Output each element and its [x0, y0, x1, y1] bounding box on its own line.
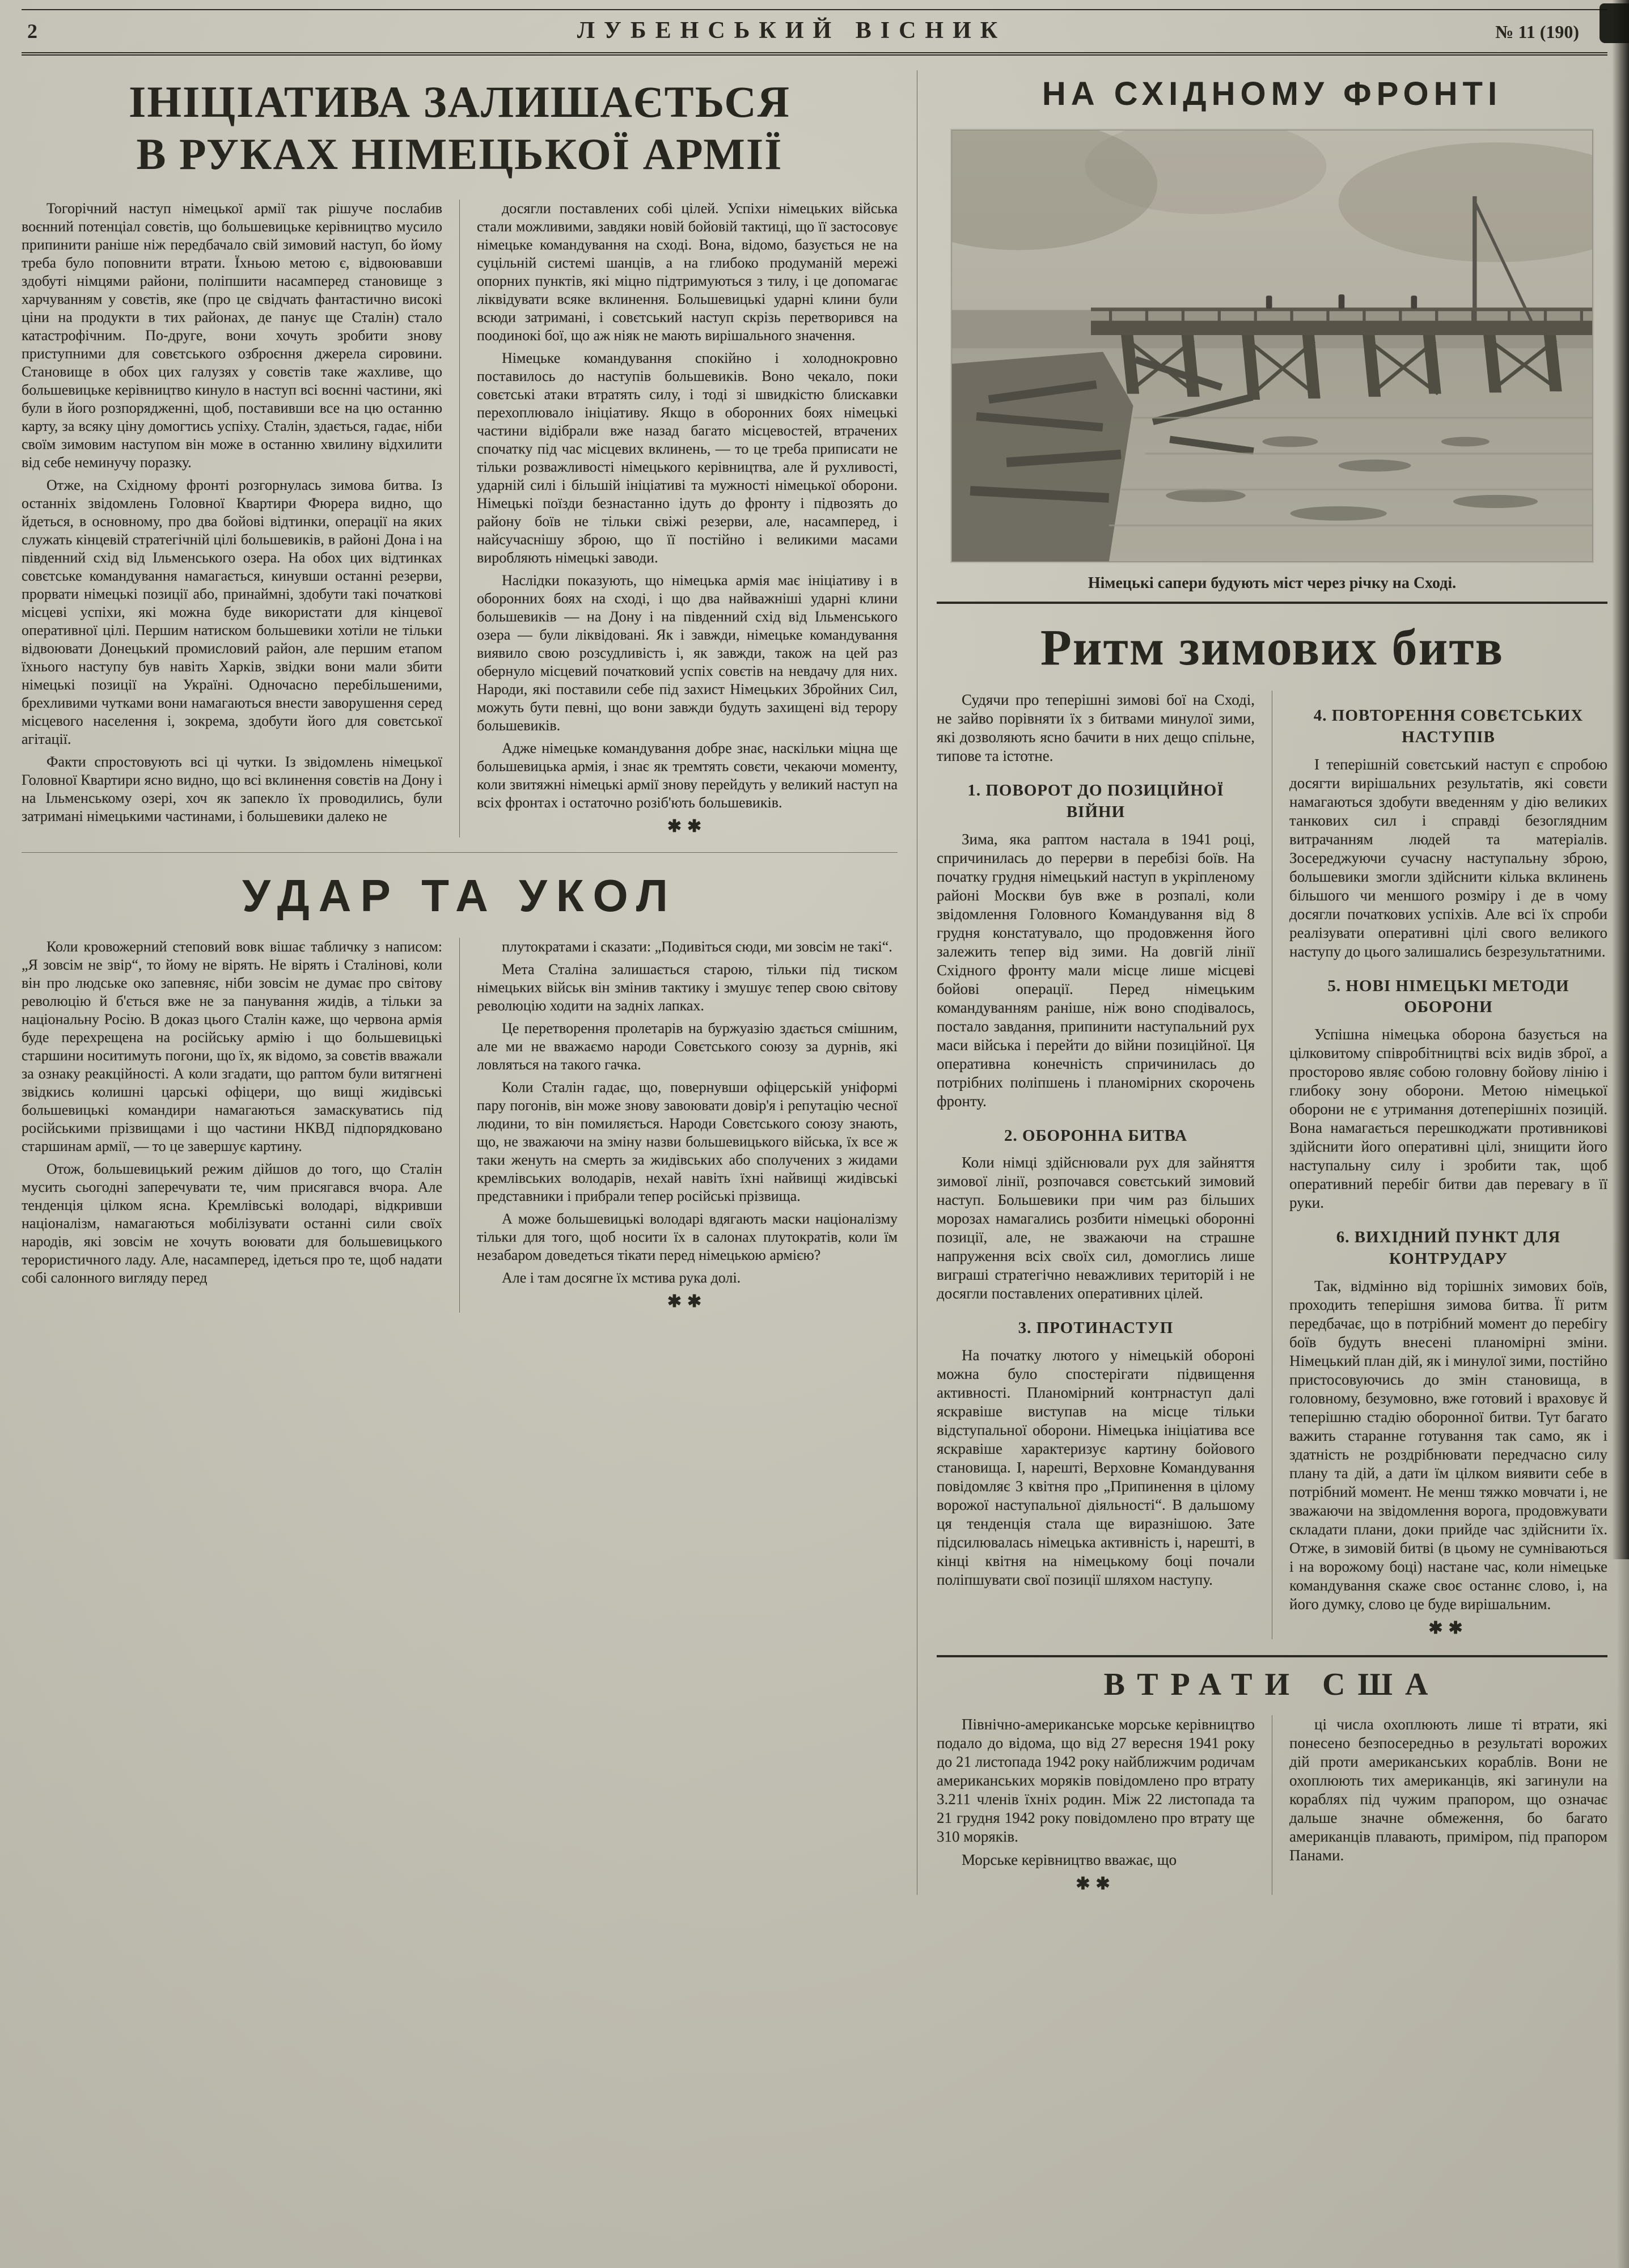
- usa-col2: [1272, 1715, 1607, 1895]
- paragraph: Наслідки показують, що німецька армія має ініціативу і в оборонних боях на сході, і що два найважніші ударні клини большевиків — на Дону і на південний схід від Ільменського озера — були ліквідовані. Як і завжди, німецьке командування виявило свою розсудливість і, як завжди, також на цей раз обернуло місцевий початковий успіх совєтів на невдачу для них. Народи, які поставили себе під захист Німецьких Збройних Сил, можуть бути певні, що вони завжди будуть захищені від терору большевиків.: [477, 572, 898, 734]
- end-mark: ✱✱: [1076, 1874, 1116, 1893]
- section-body-1: Зима, яка раптом настала в 1941 році, спричинилась до перерви в перебізі боїв. На початку грудня німецький наступ в укріпленому районі Москви був вже в розпалі, коли звідомлення Головного Командування від 8 грудня констатувало, що продовження його залежить тепер від зими. На довгій лінії Східного фронту мали місце лише місцеві бойові операції. Перед німецьким командуванням раніше, ніж воно сподівалось, постало завдання, припинити наступальний рух маси війська і перейти до війни позиційної. Ця оперативна конечність спричинилась до потрібних поліпшень і планомірних скорочень фронту.: [937, 830, 1255, 1110]
- udar-col1: [22, 938, 442, 1313]
- initiative-col2-paras: [477, 200, 898, 812]
- initiative-col2: [459, 200, 898, 837]
- eastern-front-headline: НА СХІДНОМУ ФРОНТІ: [1042, 75, 1503, 112]
- initiative-columns: [22, 200, 898, 837]
- initiative-col1: [22, 200, 442, 837]
- initiative-headline-line2: В РУКАХ НІМЕЦЬКОЇ АРМІЇ: [136, 129, 783, 179]
- paragraph: Мета Сталіна залишається старою, тільки під тиском німецьких військ він змінив тактику і змушує тепер свою світову революцію ходити на задніх лапках.: [477, 961, 898, 1014]
- article-udar: [22, 870, 898, 1313]
- paragraph: Але і там досягне їх мстива рука долі.: [502, 1270, 741, 1287]
- end-mark: ✱✱: [1428, 1618, 1469, 1637]
- paragraph: Отже, на Східному фронті розгорнулась зимова битва. Із останніх звідомлень Головної Квартири Фюрера видно, що йдеться, в основному, про два бойові відтинки, операції на яких служать кінцевій стратегічній цілі большевиків, в районі Дона і на південний схід від Ільменського озера. На обох цих відтинках совєтське командування намагається, кинувши останні резерви, прорвати німецькі позиції або, принаймні, здобути такі початкові місцеві успіхи, які можна буде використати для кінцевої оперативної цілі. Першим натиском большевики хотіли не тільки відвоювати Донецький промисловий район, але першим етапом їхнього наступу був навіть Харків, звідки вони мали збити німецькі позиції на Україні. Одночасно перебільшеними, брехливими чутками вони намагаються внести заворушення серед місцевого населення і, зокрема, здобути його для совєтської агітації.: [22, 477, 442, 748]
- rhythm-col2: [1272, 691, 1607, 1639]
- page-body: [22, 70, 1607, 1895]
- issue-number: № 11 (190): [1495, 22, 1579, 42]
- section-body-6: Так, відмінно від торішніх зимових боїв, проходить теперішня зимова битва. Її ритм передбачає, що в потрібний момент до перебігу боїв будуть внесені планомірні зміни. Німецький план дій, як і минулої зими, постійно пристосовуючись до змін становища, в головному, безумовно, вже готовий і враховує й теперішню стадію оборонної битви. Тут багато важить старанне готування так само, як і здатність не роздрібнювати передчасно силу плану та дій, а дати їм цілком виявити себе в потрібний момент. Не менш тяжко мовчати і, не зважаючи на звідомлення ворога, продовжувати складати плани, доки прийде час здійснити їх. Отже, в зимовій битві (в цьому не сумніваються і на ворожому боці) настане час, коли німецьке командування скаже своє останнє слово, і, на його думку, слово це буде вирішальним.: [1289, 1277, 1607, 1613]
- usa-columns: [937, 1715, 1607, 1895]
- rhythm-col1: [937, 691, 1255, 1639]
- bridge-photo-illustration: [952, 130, 1592, 561]
- initiative-headline-line1: ІНІЦІАТИВА ЗАЛИШАЄТЬСЯ: [128, 77, 790, 126]
- photo-caption: Німецькі сапери будують міст через річку на Сході.: [1088, 574, 1457, 592]
- divider-rule: [22, 852, 898, 853]
- section-heading-1: 1. ПОВОРОТ ДО ПОЗИЦІЙНОЇ ВІЙНИ: [967, 781, 1224, 822]
- usa-col1-paras: [937, 1715, 1255, 1869]
- section-heading-2: 2. ОБОРОННА БИТВА: [1004, 1126, 1188, 1145]
- article-initiative: [22, 76, 898, 837]
- paragraph: досягли поставлених собі цілей. Успіхи німецьких війська стали можливими, завдяки новій бойовій тактиці, що її застосовує німецьке командування на сході. Вона, відомо, базується не на суцільній системі шанців, а на глибоко продуманій мережі опорних пунктів, які міцно підтримуються з тилу, і це допомагає ліквідувати всяке вклинення. Большевицькі ударні клини були всюди затримані, і совєтський наступ скрізь перетворився на поодинокі бої, що аж ніяк не мають вирішального значення.: [477, 200, 898, 344]
- section-body-5: Успішна німецька оборона базується на цілковитому співробітництві всіх видів зброї, а просторово являє собою головну бойову лінію і глибоку зону оборони. Метою німецької оборони не є утримання дотеперішніх позицій. Вона намагається перешкоджати противникові здійснити його оперативні цілі, знищити його наступальну силу і зробити так, щоб оперативний перебіг битви дав перевагу в її руки.: [1289, 1026, 1607, 1212]
- scan-edge-fade: [1617, 1559, 1629, 2268]
- usa-top-rule: [937, 1655, 1607, 1657]
- paragraph: Німецьке командування спокійно і холоднокровно поставилось до наступів большевиків. Воно чекало, поки совєтські атаки втратять силу, і тоді зі швидкістю блискавки перехоплювало ініціативу. Якщо в оборонних боях німецькі частини відібрали вже назад багато місцевостей, втрачених спочатку під час місцевих вклинень, — то це треба приписати не тільки розважливості німецького керівництва, але й рухливості, ударній силі і більшій ініціативі та мужності німецької оборони. Німецькі поїзди безнастанно ідуть до фронту і підвозять до району боїв не тільки свіжі резерви, але, насамперед, і найсучаснішу зброю, що її постійно і великими масами виробляють німецькі заводи.: [477, 350, 898, 566]
- paragraph: Північно-американське морське керівництво подало до відома, що від 27 вересня 1941 року до 21 листопада 1942 року найближчим родичам американських моряків повідомлено про втрату 3.211 членів їхніх родин. Між 22 листопада та 21 грудня 1942 року повідомлено про втрату ще 310 моряків.: [937, 1715, 1255, 1845]
- masthead-title: ЛУБЕНСЬКИЙ ВІСНИК: [577, 18, 1007, 44]
- section-heading-6: 6. ВИХІДНИЙ ПУНКТ ДЛЯ КОНТРУДАРУ: [1336, 1228, 1561, 1268]
- udar-col2: [459, 938, 898, 1313]
- section-body-2: Коли німці здійснювали рух для зайняття зимової лінії, розпочався совєтський зимовий наступ. Большевики при чим раз більших морозах намагались розбити німецькі оборонні позиції, але, не зважаючи на страшне напруження всіх своїх сил, домоглись лише виграші стратегічно неважливих територій і не досягли поставлених оперативних цілей.: [937, 1154, 1255, 1302]
- section-body-3: На початку лютого у німецькій обороні можна було спостерігати підвищення активності. Планомірний контрнаступ далі яскравіше виступав на місце тільки відступальної оборони. Німецька ініціатива все яскравіше характеризує картину бойового становища. І, нарешті, Верховне Командування повідомляє 3 квітня про „Припинення в цілому ворожої наступальної діяльності“. В дальшому ця тенденція стала ще виразнішою. Зате підсилювалась німецька активність і, нарешті, в кінці квітня на німецькому боці почали поліпшувати свої позиції шляхом наступу.: [937, 1347, 1255, 1589]
- caption-rule: [937, 602, 1607, 604]
- paragraph: Це перетворення пролетарів на буржуазію здається смішним, але ми не вважаємо народи Совєтського союзу за дурнів, які ловляться на такого гачка.: [477, 1020, 898, 1073]
- end-mark: ✱✱: [667, 1292, 708, 1311]
- paragraph: А може большевицькі володарі вдягають маски націоналізму тільки для того, щоб носити їх в салонах плутократів, коли їм незабаром доведеться тікати перед німецькою армією?: [477, 1211, 898, 1264]
- scan-corner-mark: [1600, 3, 1629, 43]
- paragraph: Отож, большевицький режим дійшов до того, що Сталін мусить сьогодні заперечувати те, чим присягався вчора. Але тенденція цілком ясна. Кремлівські володарі, відкривши націоналізм, намагаються мобілізувати останні сили своїх народів, які зовсім не хочуть воювати для большевицького терористичного ладу. Але, насамперед, ідеться про те, щоб надати собі салонного вигляду перед: [22, 1161, 442, 1287]
- right-column-strip: [917, 70, 1607, 1895]
- udar-headline: УДАР ТА УКОЛ: [242, 870, 677, 921]
- paragraph: Тогорічний наступ німецької армії так рішуче послабив воєнний потенціал совєтів, що большевицьке керівництво мусило припинити раніше ніж передбачало свій зимовий наступ, бо йому треба було поповнити втрати. Їхньою метою є, відвоювавши здобуті німцями райони, поліпшити насамперед становище з харчуванням у совєтів, яке (про це свідчать фантастично високі ціни на продукти в тих районах, де панує ще Сталін) стало катастрофічним. По-друге, вони хочуть зробити знову приступними для совєтського озброєння джерела сировини. Становище в обох цих галузях у совєтів таке жахливе, що большевицьке керівництво кинуло в наступ всі воєнні частини, які були в його розпорядженні, щоб, поставивши все на цю останню карту, за всяку ціну домогтись успіху. Сталін, здається, гадає, ніби своїм зимовим наступом він може в останню хвилину відхилити від себе неминучу поразку.: [22, 200, 442, 471]
- paragraph: Коли Сталін гадає, що, повернувши офіцерській уніформі пару погонів, він може знову завоювати довір'я і репутацію чесної людини, то він помиляється. Народи Совєтського союзу знають, що, не зважаючи на зміну назви большевицького війська, їх все ж таки женуть на смерть за жидівських або сполучених з жидами кремлівських володарів, нехай навіть їхні найвищі жидівські представники і прибрали тепер російські прізвища.: [477, 1079, 898, 1205]
- section-heading-4: 4. ПОВТОРЕННЯ СОВЄТСЬКИХ НАСТУПІВ: [1313, 706, 1584, 747]
- paragraph: Адже німецьке командування добре знає, наскільки міцна ще большевицька армія, і знає як тремтять совєти, чекаючи моменту, коли звитяжні німецькі армії знову перейдуть у великий наступ на всіх фронтах і остаточно розіб'ють большевиків.: [477, 740, 898, 811]
- front-photo: [951, 130, 1593, 562]
- left-column-strip: [22, 70, 917, 1895]
- end-mark: ✱✱: [667, 817, 708, 836]
- article-rhythm: [937, 619, 1607, 1639]
- page-number: 2: [27, 20, 37, 43]
- paragraph: ці числа охоплюють лише ті втрати, які понесено безпосередньо в результаті ворожих дій проти американських кораблів. Вони не охоплюють тих американців, які загинули на кораблях під чужим прапором, що означає дальше значне обмеження, бо багато американців плавають, приміром, під прапором Панами.: [1289, 1715, 1607, 1864]
- usa-col1: [937, 1715, 1255, 1895]
- udar-columns: [22, 938, 898, 1313]
- rhythm-columns: [937, 691, 1607, 1639]
- eastern-front-block: [937, 75, 1607, 604]
- usa-headline: ВТРАТИ США: [1103, 1666, 1441, 1702]
- udar-col2-paras: [477, 938, 898, 1287]
- paragraph: Факти спростовують всі ці чутки. Із звідомлень німецької Головної Квартири ясно видно, що всі вклинення совєтів на Дону і на Ільменському озері, хоч як запекло їх проводились, були затримані німецькими частинами, і большевики далеко не: [22, 754, 442, 825]
- paragraph: Морське керівництво вважає, що: [962, 1851, 1177, 1868]
- section-heading-5: 5. НОВІ НІМЕЦЬКІ МЕТОДИ ОБОРОНИ: [1327, 976, 1569, 1017]
- paragraph: Коли кровожерний степовий вовк вішає табличку з написом: „Я зовсім не звір“, то йому не вірять. Не вірять і Сталінові, коли він про людське око запевняє, ніби зовсім не думає про світову революцію й б'ється вже не за панування жидів, а тільки за національну Росію. В доказ цього Сталін каже, що червона армія буде перехрещена на російську армію і що большевицькі старшини носитимуть погони, що їх, як відомо, за совєтів вважали за ознаку реакційності. А коли згадати, що раптом були витягнені звідкись колишні царські офіцери, що вищі жидівські большевицькі командири намагаються замаскуватись під російськими прізвищами і що частини НКВД підпорядковано старшинам армії, — то це завершує картину.: [22, 938, 442, 1155]
- rhythm-headline: Ритм зимових битв: [1040, 620, 1504, 676]
- section-body-4: І теперішній совєтський наступ є спробою досягти вирішальних результатів, які совєти намагаються здобути введенням у дію великих танкових сил і справді безоглядним витрачанням людей та матеріалів. Зосереджуючи сучасну наступальну зброю, большевики змогли здійснити кілька вклинень більшого чи меншого розміру і де в чому досягли початкових успіхів. Але всі їх спроби реалізувати оперативні цілі свого великого наступу до цього залишались безрезультатними.: [1289, 755, 1607, 960]
- article-usa: [937, 1655, 1607, 1895]
- rhythm-intro: Судячи про теперішні зимові бої на Сході, не зайво порівняти їх з битвами минулої зими, які дозволяють ясно бачити в них дещо спільне, типове та істотне.: [937, 691, 1255, 765]
- section-heading-3: 3. ПРОТИНАСТУП: [1018, 1319, 1174, 1338]
- scan-edge-shadow: [1612, 0, 1629, 1559]
- page-header: [22, 9, 1607, 56]
- paragraph: плутократами і сказати: „Подивіться сюди, ми зовсім не такі“.: [502, 938, 892, 955]
- initiative-headline: [22, 76, 898, 180]
